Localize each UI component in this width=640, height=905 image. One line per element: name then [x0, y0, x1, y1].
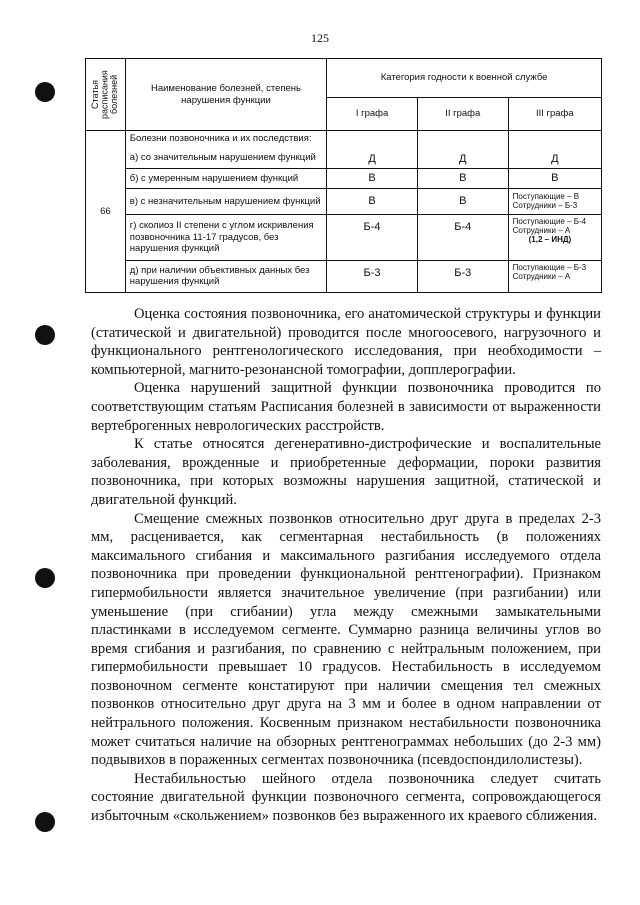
header-article: [86, 59, 126, 131]
row-name: г) сколиоз II степени с углом искривления позвоночника 11-17 градусов, без нарушения функций: [125, 214, 326, 260]
punch-hole: [35, 325, 55, 345]
table-row: [86, 214, 602, 260]
row-g3-staff: Сотрудники – А: [512, 271, 571, 281]
row-name: б) с умеренным нарушением функций: [125, 168, 326, 188]
row-g2: В: [417, 168, 508, 188]
paragraph: Смещение смежных позвонков относительно друг друга в пределах 2-3 мм, расценивается, как сегментарная нестабильность (в положениях максимального сгибания и максимального разгибания исследуемого отдела позвоночника при проведении функциональной рентгенографии). Признаком гипермобильности является значительное увеличение (при разгибании) или уменьшение (при сгибании) угла между смежными замыкательными пластинками в исследуемом сегменте. Суммарно разница величины углов во время сгибания и разгибания, по сравнению с нейтральным положением, при гипермобильности превышает 10 градусов. Нестабильность в исследуемом позвоночном сегменте констатируют при наличии смещения тел смежных позвонков относительно друг друга на 3 мм и более в одном направлении от нейтрального положения. Косвенным признаком нестабильности позвоночника может считаться наличие на обзорных рентгенограммах небольших (до 2-3 мм) подвывихов в пораженных сегментах позвоночника (псевдоспондилолистезы).: [91, 510, 601, 769]
paragraph: Оценка состояния позвоночника, его анатомической структуры и функции (статической и двигательной) проводится после многоосевого, нагрузочного и функционального рентгенологического исследования, при необходимости – компьютерной, магнито-резонансной томографии, допплерографии.: [91, 306, 601, 378]
row-g3-entrants: Поступающие – Б-3: [512, 262, 587, 272]
row-name: д) при наличии объективных данных без нарушения функций: [125, 260, 326, 292]
row-g1: В: [327, 188, 418, 214]
header-graph-1: I графа: [327, 98, 418, 131]
page-number: 125: [311, 31, 329, 45]
row-g1: Б-4: [327, 214, 418, 260]
row-intro: [125, 131, 326, 169]
table-row: [86, 260, 602, 292]
punch-hole: [35, 568, 55, 588]
table-row: [86, 168, 602, 188]
row-g2: Б-4: [417, 214, 508, 260]
disease-schedule-table: [85, 58, 602, 293]
row-g2: Б-3: [417, 260, 508, 292]
punch-hole: [35, 812, 55, 832]
row-name: а) со значительным нарушением функций: [129, 152, 316, 164]
row-g3: [508, 214, 601, 260]
row-g3: [508, 188, 601, 214]
row-g2: В: [417, 188, 508, 214]
row-g3-entrants: Поступающие – В: [512, 192, 580, 202]
row-g3: [508, 260, 601, 292]
punch-hole: [35, 82, 55, 102]
row-g3-note: (1,2 – ИНД): [528, 235, 572, 245]
header-category: Категория годности к военной службе: [327, 59, 602, 98]
header-article-label: Статья расписания болезней: [90, 70, 120, 119]
paragraph: К статье относятся дегенеративно-дистрофические и воспалительные заболевания, врожденные и приобретенные деформации, пороки развития позвоночника, при которых возможны нарушения защитной, статической и двигательной функций.: [91, 436, 601, 508]
table-row: [86, 188, 602, 214]
row-g3-staff: Сотрудники – Б-3: [512, 201, 578, 211]
row-g2: Д: [417, 131, 508, 169]
article-number: 66: [86, 131, 126, 293]
header-graph-3: III графа: [508, 98, 601, 131]
row-name: в) с незначительным нарушением функций: [125, 188, 326, 214]
paragraph: Нестабильностью шейного отдела позвоночника следует считать состояние двигательной функции позвоночного сегмента, сопровождающегося избыточным «скольжением» позвонков без выраженного их краевого сближения.: [91, 770, 601, 825]
row-g3-entrants: Поступающие – Б-4: [512, 216, 587, 226]
table-row: [86, 131, 602, 169]
row-g3: Д: [508, 131, 601, 169]
row-g1: Б-3: [327, 260, 418, 292]
row-intro-label: Болезни позвоночника и их последствия:: [129, 133, 312, 144]
row-g1: Д: [327, 131, 418, 169]
row-g3-staff: Сотрудники – А: [512, 225, 571, 235]
table-header-row: [86, 59, 602, 98]
body-text: [91, 305, 601, 826]
row-g1: В: [327, 168, 418, 188]
header-graph-2: II графа: [417, 98, 508, 131]
row-g3: В: [508, 168, 601, 188]
header-name: Наименование болезней, степень нарушения функции: [125, 59, 326, 131]
paragraph: Оценка нарушений защитной функции позвоночника проводится по соответствующим статьям Расписания болезней в зависимости от выраженности вертеброгенных неврологических расстройств.: [91, 380, 601, 434]
